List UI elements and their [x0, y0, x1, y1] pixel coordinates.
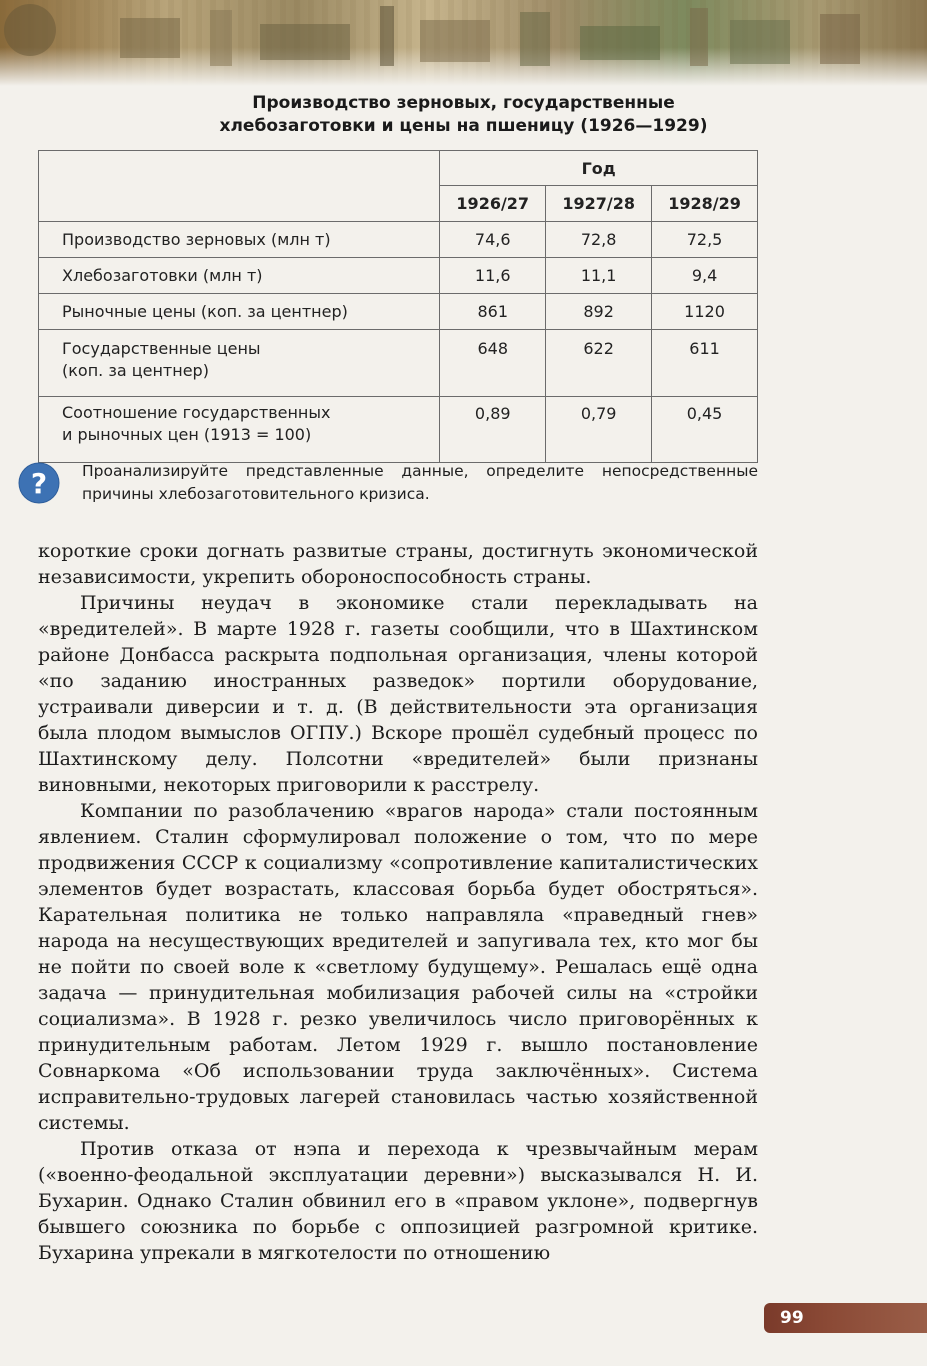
banner-illustration	[0, 0, 927, 86]
row-label: Хлебозаготовки (млн т)	[39, 258, 440, 294]
table-cell: 74,6	[440, 222, 546, 258]
paragraph: Компании по разоблачению «врагов народа» стали постоянным явлением. Сталин сформулировал положение о том, что по мере продвижения СССР к социализму «сопротивление капиталистических элементов будет возрастать, классовая борьба будет обостряться». Карательная политика не только направляла «праведный гнев» народа на несуществующих вредителей и запугивала тех, кто мог бы не пойти по своей воле к «светлому будущему». Решалась ещё одна задача — принудительная мобилизация рабочей силы на «стройки социализма». В 1928 г. резко увеличилось число приговорённых к принудительным работам. Летом 1929 г. вышло постановление Совнаркома «Об использовании труда заключённых». Система исправительно-трудовых лагерей становилась частью хозяйственной системы.	[38, 800, 758, 1134]
table-cell: 11,1	[546, 258, 652, 294]
table-row	[39, 294, 758, 330]
year-header: Год	[440, 151, 758, 186]
table-cell: 0,79	[546, 397, 652, 463]
table-cell: 9,4	[652, 258, 758, 294]
table-row	[39, 397, 758, 463]
period-header: 1926/27	[440, 186, 546, 222]
table-row	[39, 258, 758, 294]
table-cell: 1120	[652, 294, 758, 330]
row-label-line-2: и рыночных цен (1913 = 100)	[62, 425, 312, 444]
row-label-line-2: (коп. за центнер)	[62, 361, 209, 380]
table-row	[39, 222, 758, 258]
table-cell: 0,89	[440, 397, 546, 463]
row-label	[39, 397, 440, 463]
row-label: Производство зерновых (млн т)	[39, 222, 440, 258]
paragraph: Причины неудач в экономике стали перекладывать на «вредителей». В марте 1928 г. газеты сообщили, что в Шахтинском районе Донбасса раскрыта подпольная организация, члены которой «по заданию иностранных разведок» портили оборудование, устраивали диверсии и т. д. (В действительности эта организация была плодом вымыслов ОГПУ.) Вскоре прошёл судебный процесс по Шахтинскому делу. Полсотни «вредителей» были признаны виновными, некоторых приговорили к расстрелу.	[38, 592, 758, 796]
table-title-line-2: хлебозаготовки и цены на пшеницу (1926—1929)	[219, 116, 708, 136]
row-label-line-1: Соотношение государственных	[62, 403, 331, 422]
table-cell: 72,8	[546, 222, 652, 258]
table-corner-cell	[39, 151, 440, 222]
table-cell: 72,5	[652, 222, 758, 258]
table-title	[0, 92, 927, 138]
table-cell: 861	[440, 294, 546, 330]
main-text	[38, 538, 758, 1266]
page-number: 99	[780, 1308, 804, 1328]
row-label	[39, 330, 440, 397]
period-header: 1927/28	[546, 186, 652, 222]
table-title-line-1: Производство зерновых, государственные	[252, 93, 675, 113]
grain-statistics-table	[38, 150, 758, 463]
table-cell: 892	[546, 294, 652, 330]
question-text: Проанализируйте представленные данные, определите непосредственные причины хлебозаготовительного кризиса.	[82, 462, 758, 503]
paragraph: Против отказа от нэпа и перехода к чрезвычайным мерам («военно-феодальной эксплуатации деревни») высказывался Н. И. Бухарин. Однако Сталин обвинил его в «правом уклоне», подвергнув бывшего союзника по борьбе с оппозицией разгромной критике. Бухарина упрекали в мягкотелости по отношению	[38, 1138, 758, 1264]
paragraph: короткие сроки догнать развитые страны, достигнуть экономической независимости, укрепить обороноспособность страны.	[38, 540, 758, 588]
decorative-header-banner	[0, 0, 927, 86]
question-mark-icon	[18, 462, 60, 504]
row-label-line-1: Государственные цены	[62, 339, 261, 358]
row-label: Рыночные цены (коп. за центнер)	[39, 294, 440, 330]
table-cell: 11,6	[440, 258, 546, 294]
table-row	[39, 330, 758, 397]
question-mark-glyph: ?	[30, 467, 48, 500]
table-cell: 0,45	[652, 397, 758, 463]
table-cell: 648	[440, 330, 546, 397]
table-cell: 622	[546, 330, 652, 397]
period-header: 1928/29	[652, 186, 758, 222]
table-cell: 611	[652, 330, 758, 397]
